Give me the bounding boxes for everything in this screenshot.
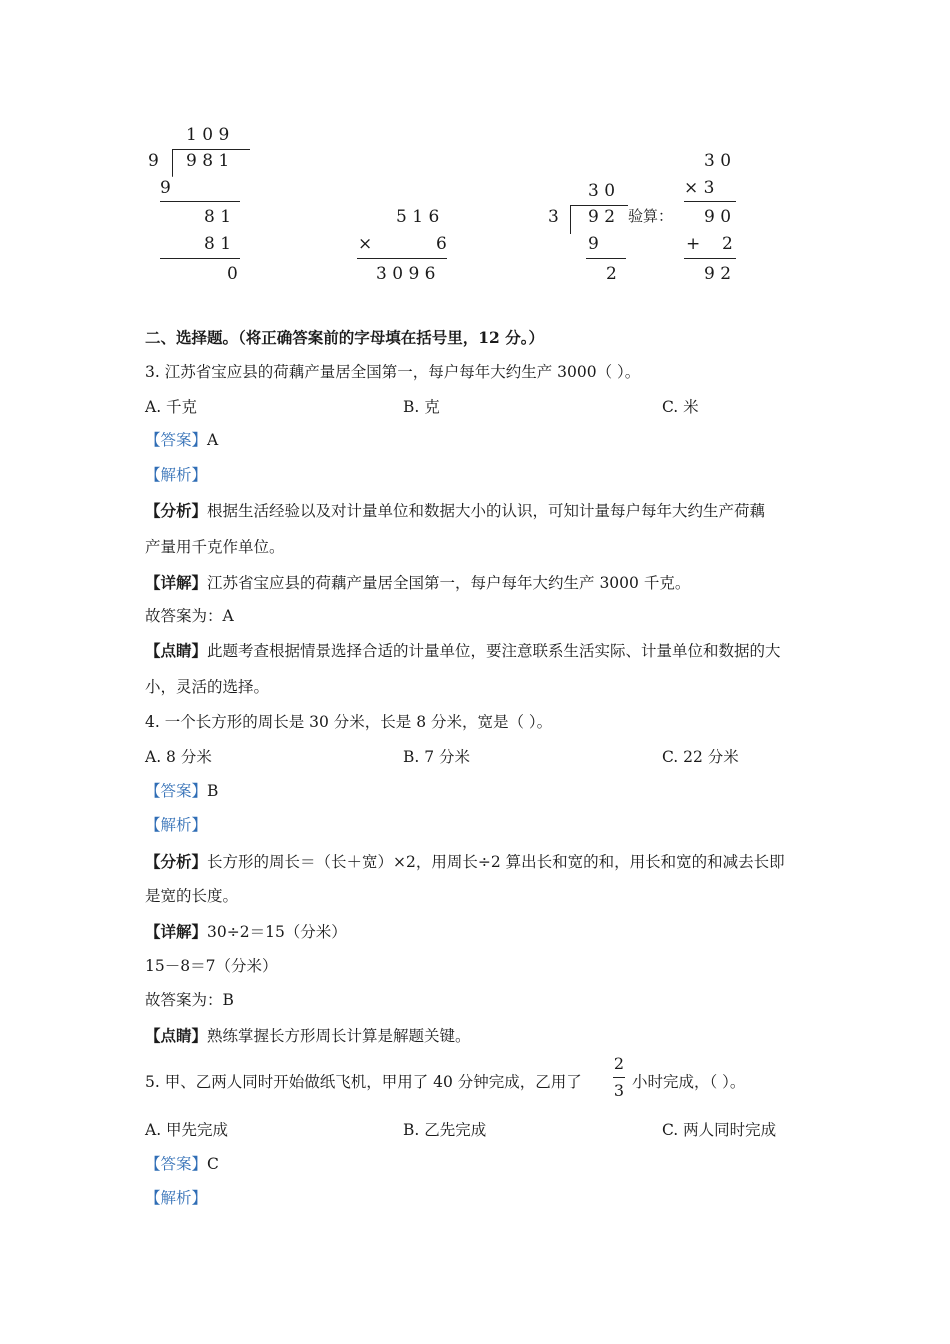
answer-value: A bbox=[207, 431, 219, 449]
quotient: 1 0 9 bbox=[186, 125, 230, 145]
divisor: 3 bbox=[548, 207, 559, 227]
dividend: 9 2 bbox=[588, 207, 616, 227]
section-title: 二、选择题。（将正确答案前的字母填在括号里，12 分。） bbox=[145, 328, 544, 347]
analysis-text: 根据生活经验以及对计量单位和数据大小的认识，可知计量每户每年大约生产荷藕 bbox=[207, 502, 766, 520]
remainder: 2 bbox=[606, 264, 617, 284]
q3-option-a: A. 千克 bbox=[145, 398, 198, 416]
comment-tag: 【点睛】 bbox=[145, 641, 208, 660]
times-sign: × bbox=[358, 234, 373, 254]
q4-stem: 4. 一个长方形的周长是 30 分米，长是 8 分米，宽是（ ）。 bbox=[145, 713, 553, 731]
q4-final: 故答案为：B bbox=[145, 991, 234, 1009]
q3-analysis bbox=[145, 503, 765, 520]
product: 3 0 9 6 bbox=[376, 264, 436, 284]
q5-stem-pre: 5. 甲、乙两人同时开始做纸飞机，甲用了 40 分钟完成，乙用了 bbox=[145, 1073, 582, 1091]
q3-stem: 3. 江苏省宝应县的荷藕产量居全国第一，每户每年大约生产 3000（ ）。 bbox=[145, 363, 641, 381]
answer-tag: 【答案】 bbox=[145, 431, 208, 449]
comment-tag: 【点睛】 bbox=[145, 1026, 208, 1045]
plus-sign: + bbox=[686, 234, 701, 254]
check-label: 验算： bbox=[628, 207, 674, 225]
q5-option-c: C. 两人同时完成 bbox=[662, 1121, 777, 1139]
answer-tag: 【答案】 bbox=[145, 1155, 208, 1173]
q4-option-c: C. 22 分米 bbox=[662, 748, 739, 766]
division-bar bbox=[172, 149, 250, 150]
check-multiplier: × 3 bbox=[684, 178, 715, 198]
rule bbox=[160, 201, 240, 202]
rule bbox=[357, 258, 447, 259]
check-addend: 2 bbox=[722, 234, 733, 254]
q5-stem-post: 小时完成，（ ）。 bbox=[632, 1073, 746, 1091]
q5-option-b: B. 乙先完成 bbox=[403, 1121, 487, 1139]
division-bracket bbox=[172, 149, 173, 177]
q3-jiexi-tag: 【解析】 bbox=[145, 466, 208, 484]
rule bbox=[160, 258, 240, 259]
q3-detail bbox=[145, 575, 690, 592]
detail-tag: 【详解】 bbox=[145, 922, 208, 941]
q5-answer bbox=[145, 1157, 219, 1173]
detail-tag: 【详解】 bbox=[145, 573, 208, 592]
analysis-tag: 【分析】 bbox=[145, 852, 208, 871]
q5-jiexi-tag: 【解析】 bbox=[145, 1189, 208, 1207]
q3-option-c: C. 米 bbox=[662, 398, 699, 416]
q4-analysis bbox=[145, 854, 785, 871]
division-bracket bbox=[570, 205, 571, 234]
analysis-text: 长方形的周长＝（长＋宽）×2，用周长÷2 算出长和宽的和，用长和宽的和减去长即 bbox=[207, 853, 785, 871]
comment-text: 熟练掌握长方形周长计算是解题关键。 bbox=[207, 1027, 471, 1045]
multiplicand: 5 1 6 bbox=[396, 207, 440, 227]
analysis-tag: 【分析】 bbox=[145, 501, 208, 520]
multiplier: 6 bbox=[436, 234, 447, 254]
q4-analysis-cont: 是宽的长度。 bbox=[145, 887, 239, 905]
subtrahend-2: 8 1 bbox=[204, 234, 232, 254]
check-factor: 3 0 bbox=[704, 151, 732, 171]
detail-text: 江苏省宝应县的荷藕产量居全国第一，每户每年大约生产 3000 千克。 bbox=[207, 574, 691, 592]
detail-text: 30÷2＝15（分米） bbox=[207, 923, 347, 941]
comment-text: 此题考查根据情景选择合适的计量单位，要注意联系生活实际、计量单位和数据的大 bbox=[207, 642, 781, 660]
remainder: 0 bbox=[227, 264, 238, 284]
q4-comment bbox=[145, 1028, 471, 1045]
q4-detail bbox=[145, 924, 347, 941]
q3-comment bbox=[145, 643, 781, 660]
check-product: 9 0 bbox=[704, 207, 732, 227]
q3-analysis-cont: 产量用千克作单位。 bbox=[145, 538, 285, 556]
quotient: 3 0 bbox=[588, 181, 616, 201]
check-sum: 9 2 bbox=[704, 264, 732, 284]
q3-final: 故答案为：A bbox=[145, 607, 234, 625]
rule bbox=[684, 201, 736, 202]
q5-option-a: A. 甲先完成 bbox=[145, 1121, 229, 1139]
answer-value: C bbox=[207, 1155, 219, 1173]
q4-detail-cont: 15－8＝7（分米） bbox=[145, 957, 278, 975]
divisor: 9 bbox=[148, 151, 159, 171]
q4-answer bbox=[145, 784, 218, 800]
q4-option-b: B. 7 分米 bbox=[403, 748, 471, 766]
dividend: 9 8 1 bbox=[186, 151, 230, 171]
division-bar bbox=[570, 205, 628, 206]
q4-jiexi-tag: 【解析】 bbox=[145, 816, 208, 834]
q3-option-b: B. 克 bbox=[403, 398, 440, 416]
answer-tag: 【答案】 bbox=[145, 782, 208, 800]
remainder-1: 8 1 bbox=[204, 207, 232, 227]
subtrahend: 9 bbox=[588, 234, 599, 254]
rule bbox=[684, 258, 736, 259]
q3-answer bbox=[145, 433, 218, 449]
subtrahend-1: 9 bbox=[160, 178, 171, 198]
fraction-denominator: 3 bbox=[613, 1081, 625, 1100]
fraction-numerator: 2 bbox=[613, 1054, 625, 1073]
fraction-bar bbox=[613, 1077, 625, 1078]
answer-value: B bbox=[207, 782, 219, 800]
q4-option-a: A. 8 分米 bbox=[145, 748, 212, 766]
rule bbox=[586, 258, 626, 259]
q3-comment-cont: 小，灵活的选择。 bbox=[145, 678, 270, 696]
